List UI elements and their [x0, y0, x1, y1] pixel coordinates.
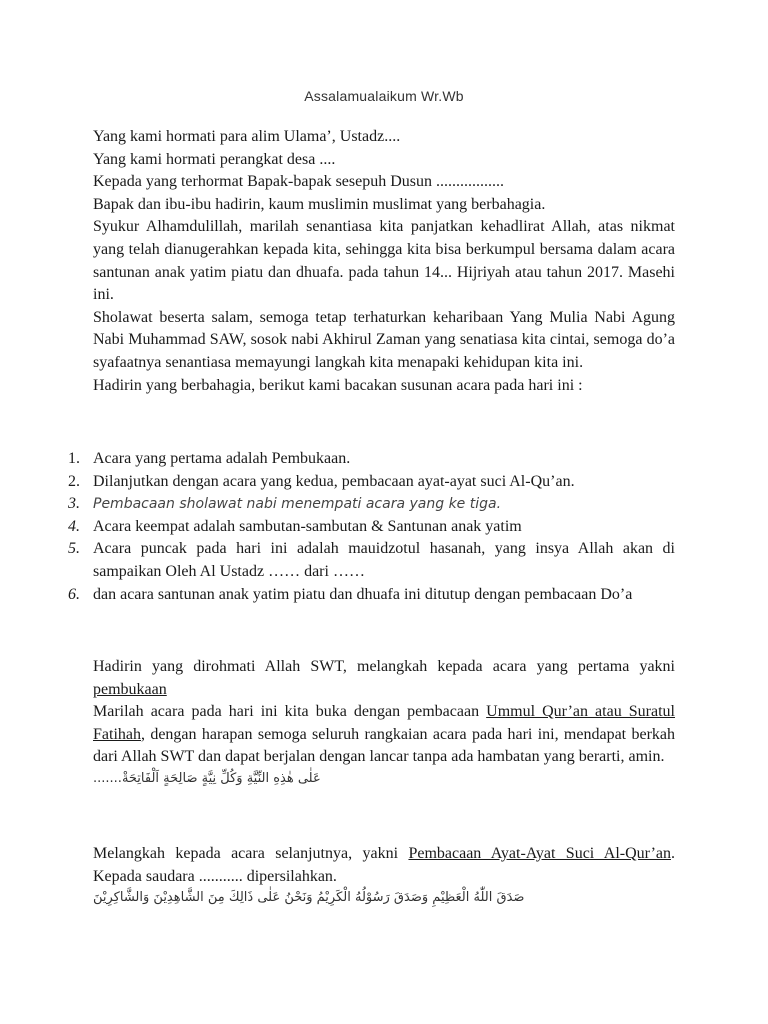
fatihah-text-end: , dengan harapan semoga seluruh rangkaian acara pada hari ini, mendapat berkah dari Allah SWT dan dapat berjalan dengan lancar tanpa ada hambatan yang berarti, amin. [93, 725, 675, 766]
quran-text-end: . Kepada saudara ........... dipersilahkan. [93, 845, 675, 885]
list-item-text: Acara puncak pada hari ini adalah mauidzotul hasanah, yang insya Allah akan di sampaikan Oleh Al Ustadz …… dari …… [93, 540, 675, 580]
list-number: 2. [68, 472, 80, 490]
opening-keyword: pembukaan [93, 680, 167, 698]
fatihah-text: Marilah acara pada hari ini kita buka dengan pembacaan [93, 703, 487, 721]
arabic-text: صَدَقَ اللّٰهُ الْعَظِيْمِ وَصَدَقَ رَسُوْلُهُ الْكَرِيْمُ وَنَحْنُ عَلٰى ذَالِكَ مِنَ الشَّاهِدِيْنَ وَالشَّاكِرِيْنَ [93, 890, 525, 906]
list-number: 1. [68, 450, 80, 467]
quran-text: Melangkah kepada acara selanjutnya, yakni [93, 845, 409, 862]
list-item [0, 516, 675, 539]
list-number: 3. [68, 495, 80, 513]
arabic-fatihah-line [93, 769, 675, 789]
gratitude-paragraph: Syukur Alhamdulillah, marilah senantiasa kita panjatkan kehadlirat Allah, atas nikmat yang telah dianugerahkan kepada kita, sehingga kita bisa berkumpul bersama dalam acara santunan anak yatim piatu dan dhuafa. pada tahun 14... Hijriyah atau tahun 2017. Masehi ini. [93, 218, 675, 304]
list-item-text: Pembacaan sholawat nabi menempati acara yang ke tiga. [93, 496, 502, 513]
list-number: 6. [68, 585, 80, 603]
list-item [0, 584, 675, 607]
opening-text: Hadirin yang dirohmati Allah SWT, melangkah kepada acara yang pertama yakni [93, 658, 675, 675]
list-item-text: dan acara santunan anak yatim piatu dan dhuafa ini ditutup dengan pembacaan Do’a [93, 585, 633, 603]
list-item [0, 493, 675, 516]
fatihah-keyword: Ummul Qur’an atau Suratul Fatihah [93, 703, 675, 743]
greeting-elders: Kepada yang terhormat Bapak-bapak sesepuh Dusun ................. [93, 173, 504, 191]
list-item-text: Acara yang pertama adalah Pembukaan. [93, 450, 351, 467]
list-item-text: Acara keempat adalah sambutan-sambutan & Santunan anak yatim [93, 517, 522, 535]
list-item-text: Dilanjutkan dengan acara yang kedua, pembacaan ayat-ayat suci Al-Qu’an. [93, 472, 575, 490]
intro-section [93, 126, 675, 397]
program-list [0, 448, 768, 606]
greeting-audience: Bapak dan ibu-ibu hadirin, kaum muslimin muslimat yang berbahagia. [93, 195, 546, 213]
opening-paragraph [93, 656, 675, 701]
greeting-village-officials: Yang kami hormati perangkat desa .... [93, 150, 336, 168]
greeting-ulama: Yang kami hormati para alim Ulama’, Ustadz.... [93, 128, 401, 145]
opening-section [93, 656, 675, 789]
quran-section [93, 843, 675, 908]
arabic-closing-line [93, 888, 675, 908]
quran-paragraph [93, 843, 675, 888]
list-item [0, 448, 675, 471]
list-number: 4. [68, 517, 80, 535]
list-number: 5. [68, 540, 80, 558]
fatihah-paragraph [93, 701, 675, 769]
list-item [0, 471, 675, 494]
list-item [0, 538, 675, 583]
sholawat-paragraph: Sholawat beserta salam, semoga tetap terhaturkan keharibaan Yang Mulia Nabi Agung Nabi Muhammad SAW, sosok nabi Akhirul Zaman yang senatiasa kita cintai, semoga do’a syafaatnya senantiasa memayungi langkah kita menapaki kehidupan kita ini. [93, 308, 675, 371]
agenda-intro: Hadirin yang berbahagia, berikut kami bacakan susunan acara pada hari ini : [93, 376, 583, 394]
arabic-suffix: ....... [93, 770, 122, 786]
document-heading: Assalamualaikum Wr.Wb [304, 88, 464, 104]
arabic-text: عَلٰى هٰذِهِ النِّيَّةِ وَكُلِّ نِيَّةٍ صَالِحَةٍ اَلْفَاتِحَةْ [121, 770, 321, 786]
quran-keyword: Pembacaan Ayat-Ayat Suci Al-Qur’an [408, 845, 671, 862]
